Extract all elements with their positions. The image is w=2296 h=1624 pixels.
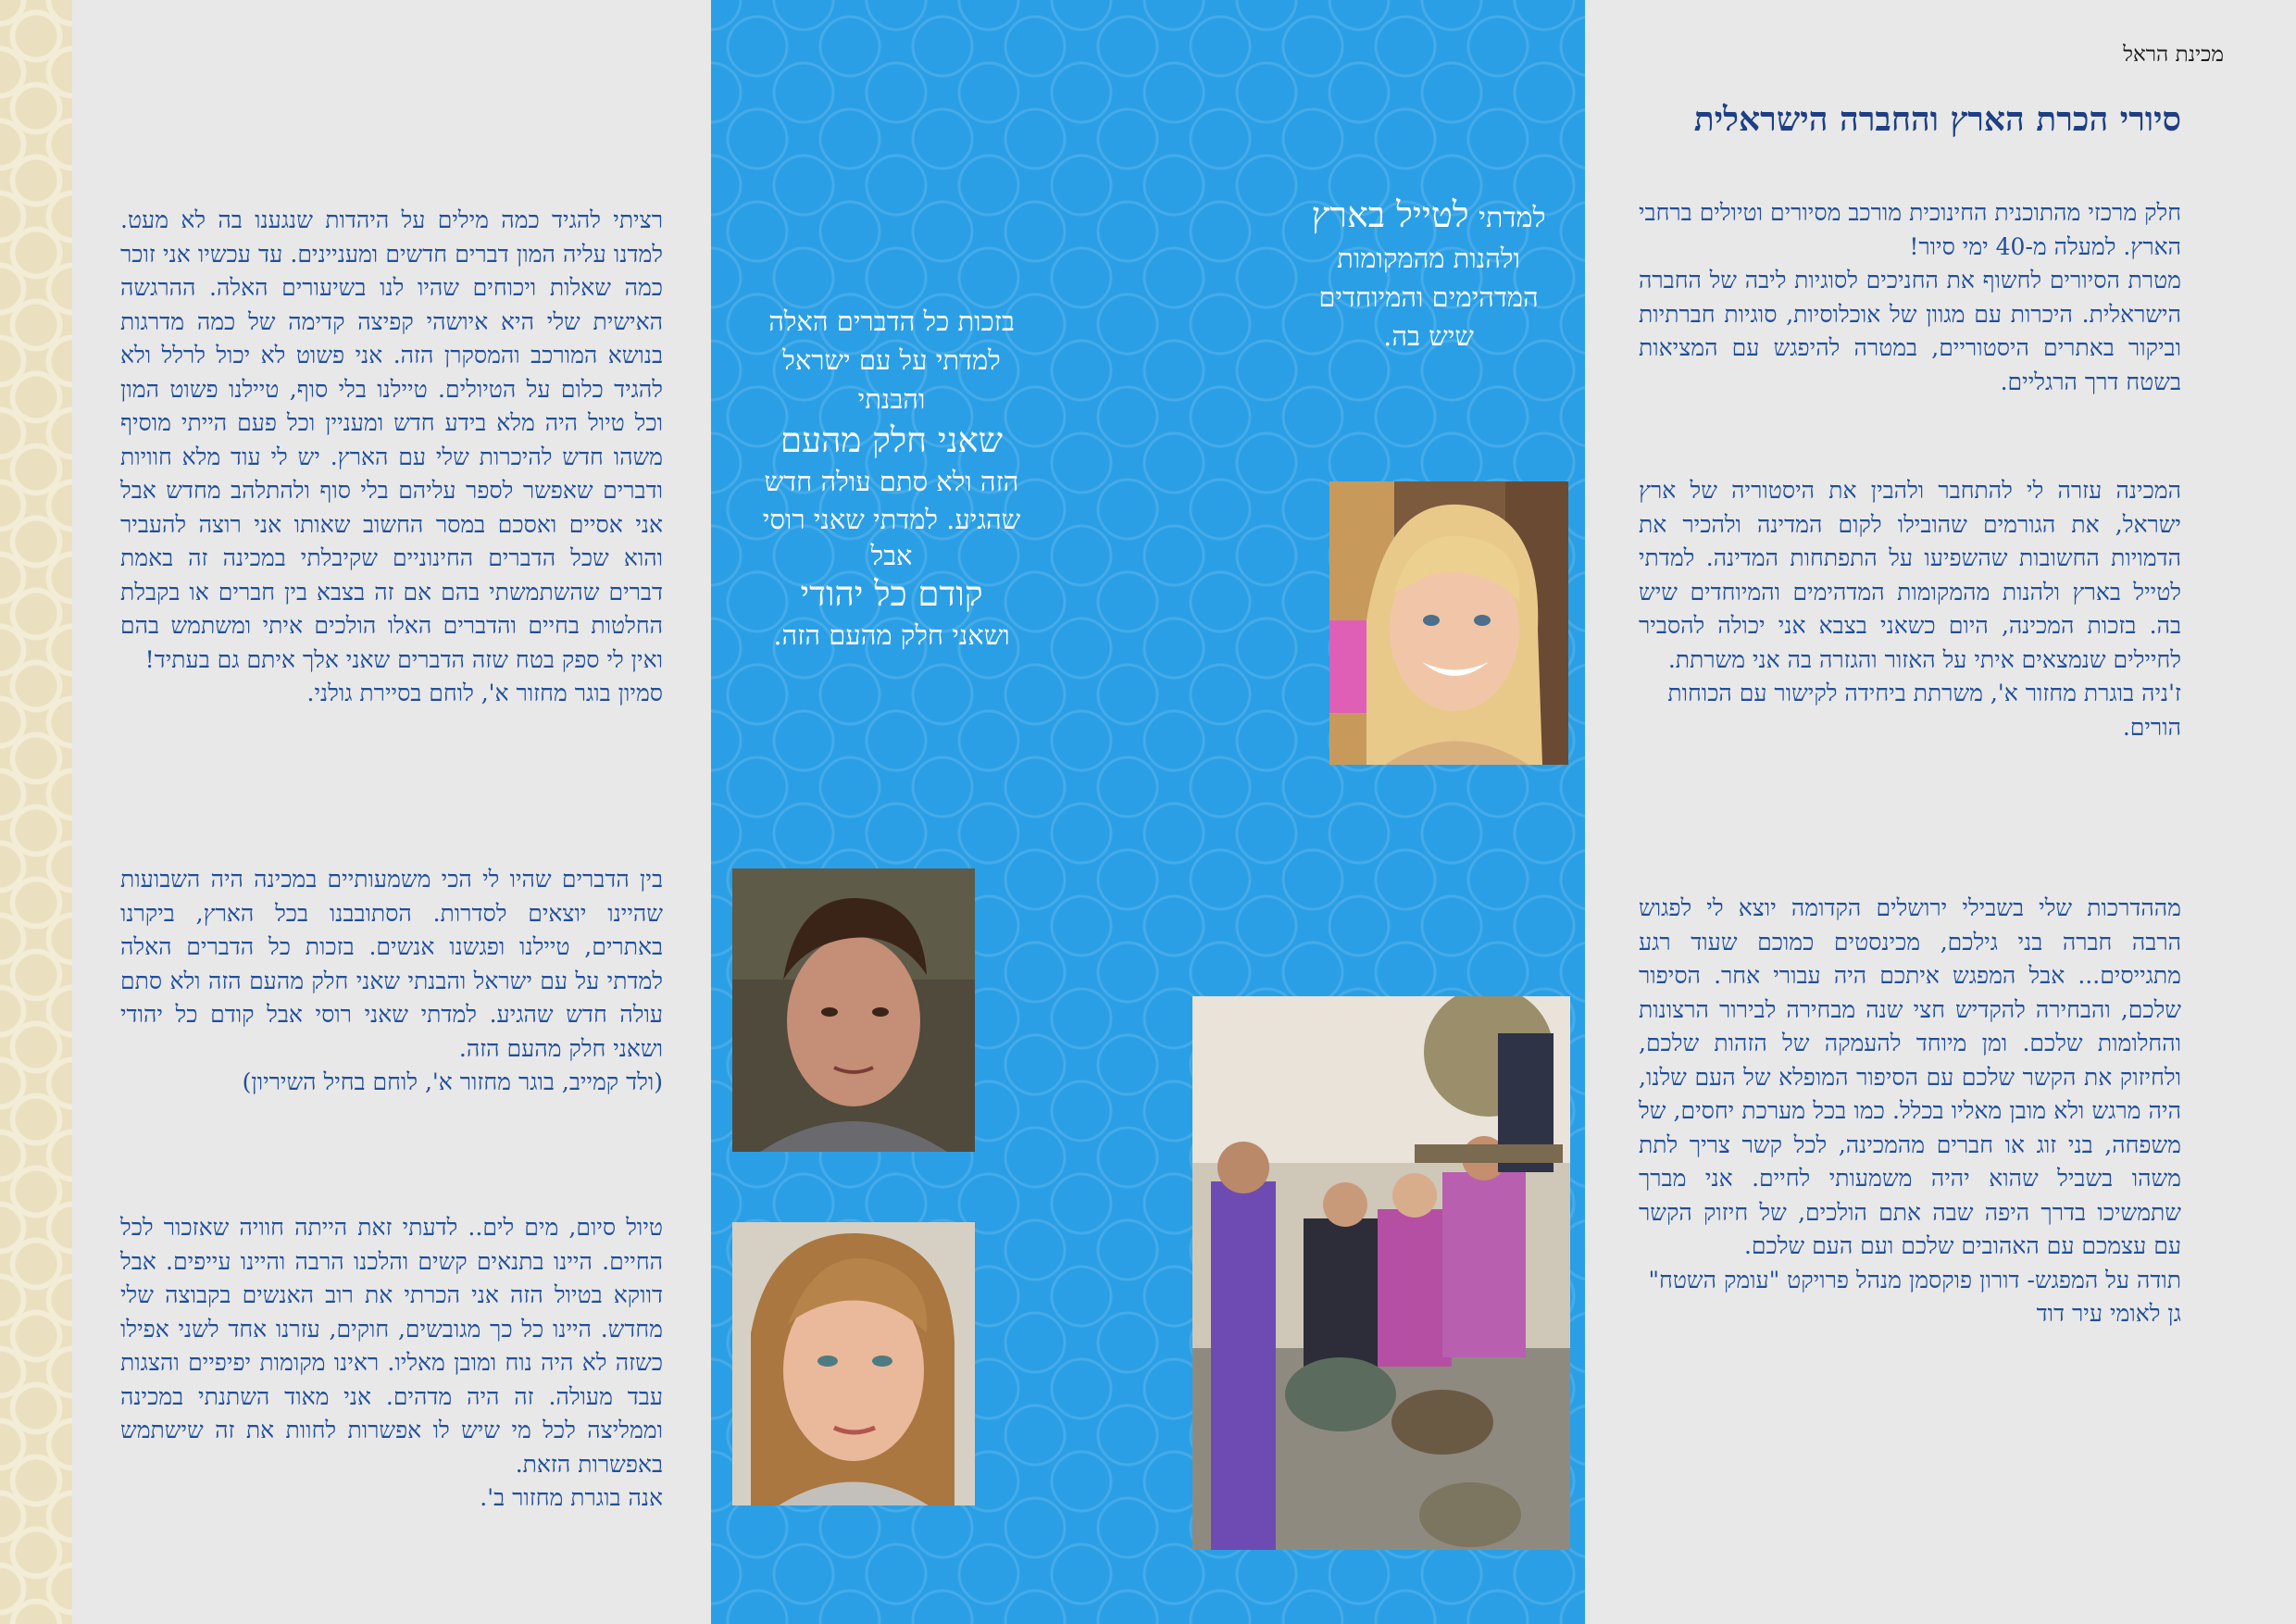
testimonial-zhenya: [1639, 474, 2181, 744]
photo-smiling-girl: [1329, 481, 1568, 765]
quote-line: שיש בה.: [1383, 320, 1474, 352]
testimonial-signature: אנה בוגרת מחזור ב'.: [480, 1484, 663, 1511]
testimonial-signature: (ולד קמייב, בוגר מחזור א', לוחם בחיל השיריון): [242, 1068, 663, 1095]
testimonial-signature: סמיון בוגר מחזור א', לוחם בסיירת גולני.: [306, 680, 663, 706]
quote-word: למדתי: [1479, 202, 1546, 234]
quote-line: שהגיע. למדתי שאני רוסי: [762, 504, 1021, 535]
testimonial-text: מההדרכות שלי בשבילי ירושלים הקדומה יוצא לי לפגוש הרבה חברה בני גילכם, מכינסטים כמוכם שעוד רגע מתגייסים... אבל המפגש איתכם היה עבורי אחר. הסיפור שלכם, והבחירה להקדיש חצי שנה מבחירה לבירור הרצונות והחלומות שלכם. ומן מיוחד להעמקה של הזהות שלכם, ולחיזוק את הקשר שלכם עם הסיפור המופלא של העם שלנו, היה מרגש ולא מובן מאליו בכלל. כמו בכל מערכת יחסים, של משפחה, בני זוג או חברים מהמכינה, לכל קשר צריך לתת משהו בשביל שהוא יהיה משמעותי לחיים. אני מברך שתמשיכו בדרך היפה שבה אתם הולכים, של חיזוק הקשר עם עצמכם עם האהובים שלכם ועם העם שלכם.: [1639, 894, 2181, 1259]
quote-highlight: קודם כל יהודי: [800, 574, 983, 614]
testimonial-vlad: [120, 863, 663, 1100]
quote-highlight: שאני חלק מהעם: [780, 420, 1003, 460]
decorative-pattern-strip: [0, 0, 72, 1624]
testimonial-semyon: [120, 204, 663, 711]
photo-group-outdoor: [1192, 996, 1570, 1550]
testimonial-text: טיול סיום, מים לים.. לדעתי זאת הייתה חוויה שאזכור לכל החיים. היינו בתנאים קשים והלכנו הרבה והיינו עייפים. אבל דווקא בטיול הזה אני הכרתי את רוב האנשים בקבוצה שלי מחדש. היינו כל כך מגובשים, חוקים, עזרנו אחד לשני אפילו כשזה לא היה נוח ומובן מאליו. ראינו מקומות יפיפיים והצגות עבד מעולה. זה היה מדהים. אני מאוד השתנתי במכינה וממליצה לכל מי שיש לו אפשרות לחוות את זה שישתמש באפשרות הזאת.: [120, 1214, 663, 1478]
testimonial-text: בין הדברים שהיו לי הכי משמעותיים במכינה היה השבועות שהיינו יוצאים לסדרות. הסתובבנו בכל הארץ, ביקרנו באתרים, טיילנו ופגשנו אנשים. בזכות כל הדברים האלה למדתי על עם ישראל והבנתי שאני חלק מהעם הזה ולא סתם עולה חדש שהגיע. למדתי שאני רוסי אבל קודם כל יהודי ושאני חלק מהעם הזה.: [120, 866, 663, 1062]
intro-line-2: מטרת הסיורים לחשוף את החניכים לסוגיות ליבה של החברה הישראלית. היכרות עם מגוון של אוכלוסיות, סוגיות חברתיות וביקור באתרים היסטוריים, במטרה להיפגש עם המציאות בשטח דרך הרגליים.: [1639, 267, 2181, 395]
quote-line: בזכות כל הדברים האלה: [768, 306, 1015, 337]
photo-young-woman: [732, 1222, 975, 1505]
testimonial-text: המכינה עזרה לי להתחבר ולהבין את היסטוריה של ארץ ישראל, את הגורמים שהובילו לקום המדינה ולהכיר את הדמויות החשובות שהשפיעו על התפתחות המדינה. למדתי לטייל בארץ ולהנות מהמקומות המדהימים והמיוחדים שיש בה. בזכות המכינה, היום כשאני בצבא אני יכולה להסביר לחיילים שנמצאים איתי על האזור והגזרה בה אני משרתת.: [1639, 477, 2181, 673]
photo-young-man: [732, 868, 975, 1152]
quote-line: המדהימים והמיוחדים: [1318, 281, 1539, 313]
brand-name: מכינת הראל: [2123, 43, 2224, 67]
intro-line-1: חלק מרכזי מהתוכנית החינוכית מורכב מסיורים וטיולים ברחבי הארץ. למעלה מ-40 ימי סיור!: [1639, 199, 2181, 260]
quote-line: והבנתי: [857, 383, 926, 415]
pull-quote-identity: [724, 302, 1059, 654]
quote-line: ושאני חלק מהעם הזה.: [773, 619, 1010, 651]
testimonial-signature: תודה על המפגש- דורון פוקסמן מנהל פרויקט "עומק השטח" גן לאומי עיר דוד: [1648, 1266, 2181, 1327]
testimonial-anna: [120, 1211, 663, 1516]
quote-highlight: לטייל בארץ: [1311, 194, 1469, 235]
page-title: סיורי הכרת הארץ והחברה הישראלית: [1693, 100, 2181, 139]
testimonial-doron: [1639, 892, 2181, 1331]
testimonial-signature: ז'ניה בוגרת מחזור א', משרתת ביחידה לקישור עם הכוחות הורים.: [1667, 680, 2181, 741]
pull-quote-travel: [1276, 194, 1581, 356]
testimonial-text: רציתי להגיד כמה מילים על היהדות שנגענו בה לא מעט. למדנו עליה המון דברים חדשים ומעניינים. עד עכשיו אני זוכר כמה שאלות ויכוחים שהיו לנו בשיעורים האלה. ההרגשה האישית שלי היא איושהי קפיצה קדימה של כמה מדרגות בנושא המורכב והמסקרן הזה. אני פשוט לא יכול לרלל ולא להגיד כלום על הטיולים. טיילנו בלי סוף, טיילנו פשוט המון וכל טיול היה מלא בידע חדש ומעניין וכל פעם הייתי מוסיף משהו חדש להיכרות שלי עם הארץ. יש לי עוד מלא חוויות ודברים שאפשר לספר עליהם בלי סוף ולהתלהב מחדש אבל אני אסיים ואסכם במסר החשוב שאותו אני רוצה להעביר והוא שכל הדברים החינוניים שקיבלתי במכינה זה באמת דברים שהשתמשתי בהם אם זה בצבא בין חברים או בקבלת החלטות בחיים והדברים האלו הולכים איתי ומשתמש בהם ואין לי ספק בטח שזה הדברים שאני אלך איתם גם בעתיד!: [120, 206, 663, 673]
quote-line: ולהנות מהמקומות: [1337, 243, 1520, 274]
quote-line: הזה ולא סתם עולה חדש: [764, 466, 1019, 497]
intro-paragraph: [1639, 196, 2181, 399]
quote-line: אבל: [870, 540, 913, 571]
quote-line: למדתי על עם ישראל: [782, 344, 1001, 376]
